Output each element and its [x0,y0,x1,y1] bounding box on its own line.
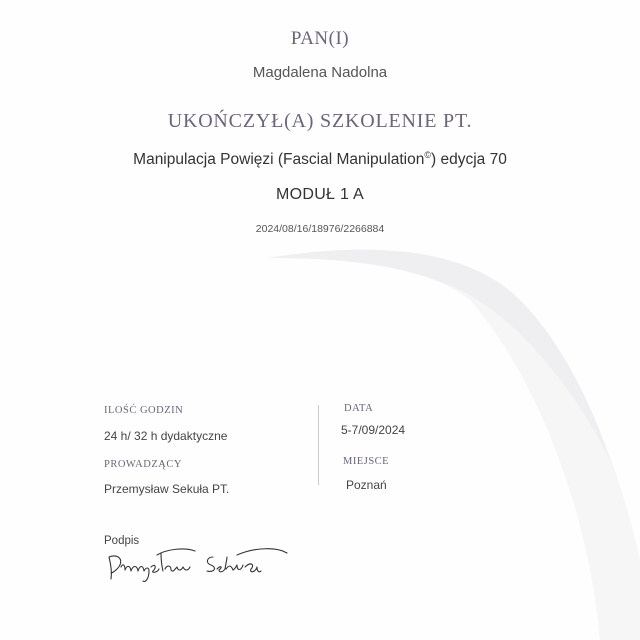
course-title [0,150,640,169]
signature-label: Podpis [104,535,140,547]
place-label: MIEJSCE [343,456,390,467]
course-title-main: Manipulacja Powięzi (Fascial Manipulation [133,151,425,169]
module-name: MODUŁ 1 A [275,186,365,203]
recipient-name: Magdalena Nadolna [252,64,388,81]
column-divider [318,405,319,485]
hours-label: ILOŚĆ GODZIN [104,405,184,416]
salutation: PAN(I) [290,28,350,49]
instructor-label: PROWADZĄCY [104,459,182,470]
place-value: Poznań [346,478,387,492]
completion-statement: UKOŃCZYŁ(A) SZKOLENIE PT. [167,110,473,132]
copyright-symbol: © [424,150,431,160]
certificate-number: 2024/08/16/18976/2266884 [255,223,385,235]
hours-value: 24 h/ 32 h dydaktyczne [104,429,228,443]
date-label: DATA [344,403,374,414]
instructor-value: Przemysław Sekuła PT. [104,482,230,496]
course-title-end: ) edycja 70 [431,151,507,169]
date-value: 5-7/09/2024 [341,423,406,437]
handwritten-signature [105,543,305,588]
